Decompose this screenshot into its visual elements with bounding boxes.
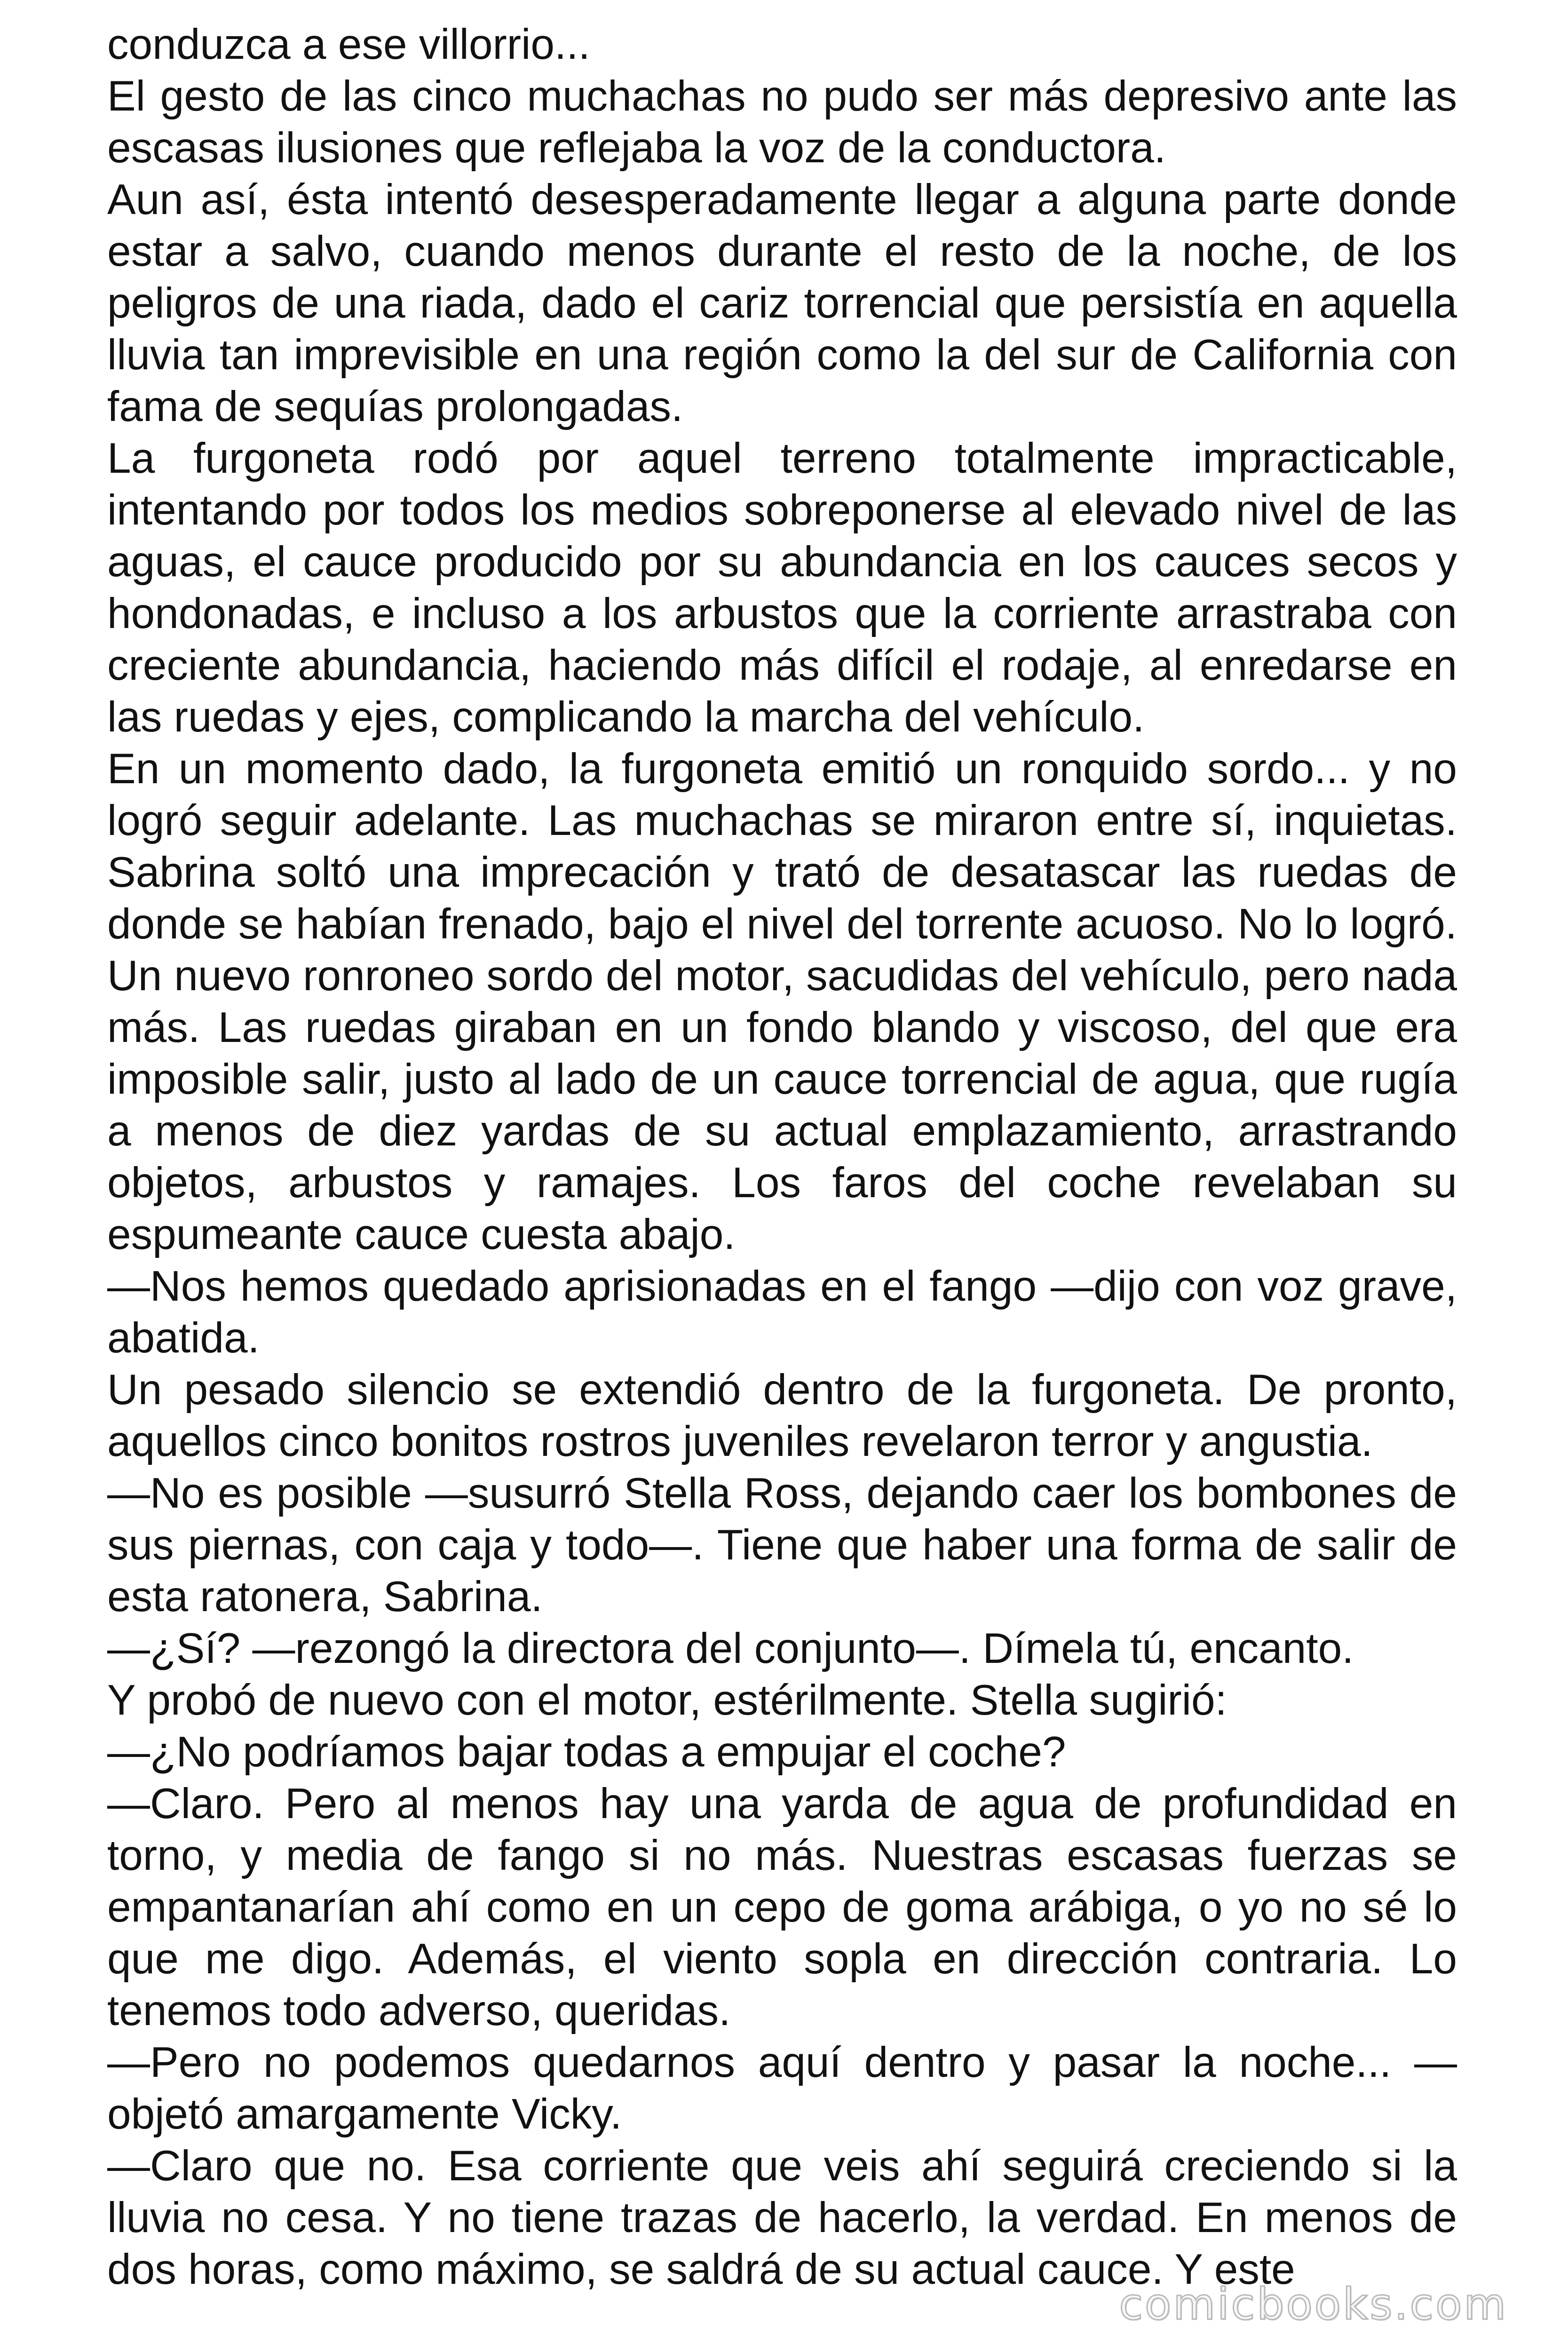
paragraph-8: —No es posible —susurró Stella Ross, dejando caer los bombones de sus piernas, con caja y todo—. Tiene que haber una forma de salir de esta ratonera, Sabrina. — [107, 1470, 1457, 1621]
paragraph-4: La furgoneta rodó por aquel terreno totalmente impracticable, intentando por todos los medios sobreponerse al elevado nivel de las aguas, el cauce producido por su abundancia en los cauces secos y hondonadas, e incluso a los arbustos que la corriente arrastraba con creciente abundancia, haciendo más difícil el rodaje, al enredarse en las ruedas y ejes, complicando la marcha del vehículo. — [107, 435, 1457, 741]
paragraph-5: En un momento dado, la furgoneta emitió un ronquido sordo... y no logró seguir adelante. Las muchachas se miraron entre sí, inquietas. Sabrina soltó una imprecación y trató de desatascar las ruedas de donde se habían frenado, bajo el nivel del torrente acuoso. No lo logró. Un nuevo ronroneo sordo del motor, sacudidas del vehículo, pero nada más. Las ruedas giraban en un fondo blando y viscoso, del que era imposible salir, justo al lado de un cauce torrencial de agua, que rugía a menos de diez yardas de su actual emplazamiento, arrastrando objetos, arbustos y ramajes. Los faros del coche revelaban su espumeante cauce cuesta abajo. — [107, 745, 1457, 1258]
document-page — [107, 19, 1457, 2296]
paragraph-1: conduzca a ese villorrio... — [107, 21, 590, 68]
paragraph-3: Aun así, ésta intentó desesperadamente llegar a alguna parte donde estar a salvo, cuando menos durante el resto de la noche, de los peligros de una riada, dado el cariz torrencial que persistía en aquella lluvia tan imprevisible en una región como la del sur de California con fama de sequías prolongadas. — [107, 176, 1457, 430]
paragraph-14: —Claro que no. Esa corriente que veis ahí seguirá creciendo si la lluvia no cesa. Y no tiene trazas de hacerlo, la verdad. En menos de dos horas, como máximo, se saldrá de su actual cauce. Y este — [107, 2142, 1457, 2293]
paragraph-12: —Claro. Pero al menos hay una yarda de agua de profundidad en torno, y media de fango si no más. Nuestras escasas fuerzas se empantanarían ahí como en un cepo de goma arábiga, o yo no sé lo que me digo. Además, el viento sopla en dirección contraria. Lo tenemos todo adverso, queridas. — [107, 1780, 1457, 2034]
paragraph-10: Y probó de nuevo con el motor, estérilmente. Stella sugirió: — [107, 1677, 1227, 1724]
paragraph-7: Un pesado silencio se extendió dentro de la furgoneta. De pronto, aquellos cinco bonitos rostros juveniles revelaron terror y angustia. — [107, 1366, 1457, 1465]
paragraph-13: —Pero no podemos quedarnos aquí dentro y pasar la noche... —objetó amargamente Vicky. — [107, 2039, 1457, 2138]
paragraph-11: —¿No podríamos bajar todas a empujar el coche? — [107, 1728, 1066, 1776]
paragraph-6: —Nos hemos quedado aprisionadas en el fango —dijo con voz grave, abatida. — [107, 1263, 1457, 1362]
paragraph-9: —¿Sí? —rezongó la directora del conjunto—. Dímela tú, encanto. — [107, 1625, 1354, 1672]
paragraph-2: El gesto de las cinco muchachas no pudo ser más depresivo ante las escasas ilusiones que reflejaba la voz de la conductora. — [107, 72, 1457, 172]
watermark: comicbooks.com — [1119, 2279, 1508, 2329]
